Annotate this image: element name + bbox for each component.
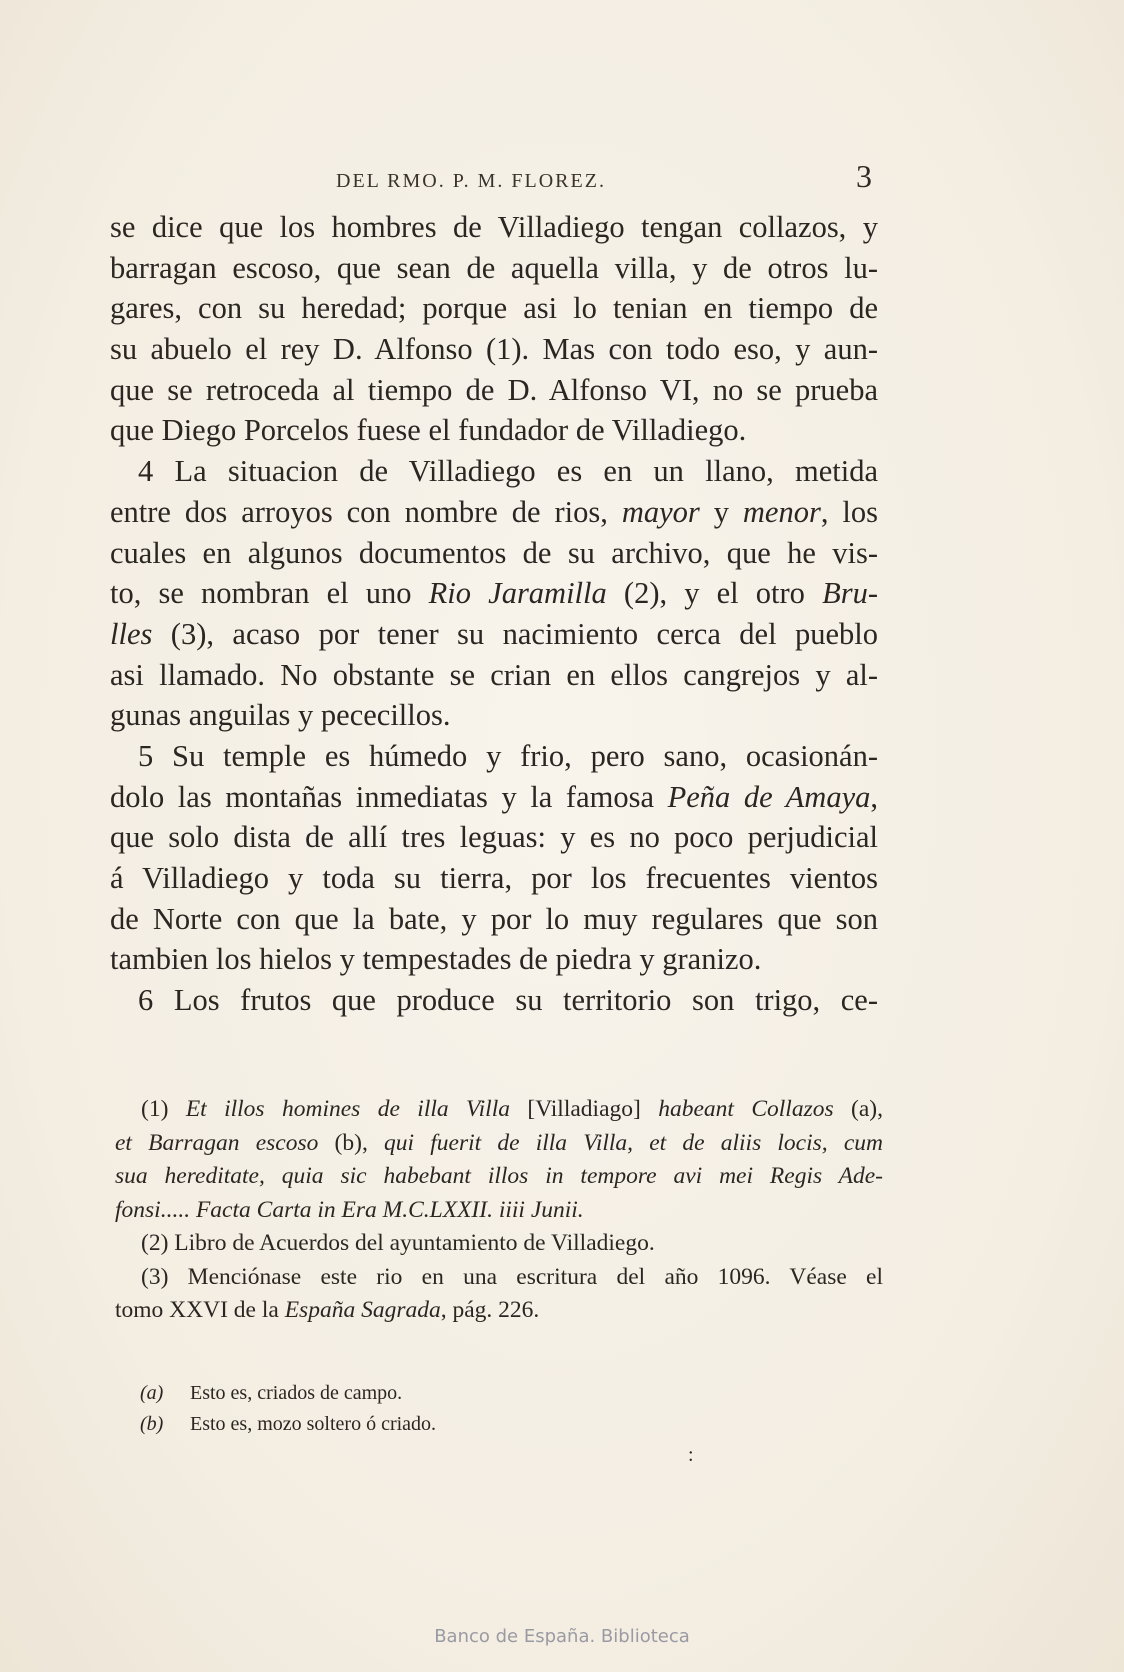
footnote-line: (2) Libro de Acuerdos del ayuntamiento de Villadiego. [141,1230,655,1256]
text-line: gares, con su heredad; porque asi lo tenian en tiempo de [110,291,878,326]
text-line: to, se nombran el uno Rio Jaramilla (2), y el otro Bru- [110,576,878,611]
italic-text: et Barragan escoso [115,1129,319,1156]
italic-text: España Sagrada [284,1297,441,1323]
text-line: su abuelo el rey D. Alfonso (1). Mas con todo eso, y aun- [110,332,878,367]
italic-text: Peña de Amaya [667,779,871,814]
italic-text: Bru- [822,576,878,611]
sub-footnote-line [140,1409,640,1440]
footnotes [115,1093,883,1328]
text-line: tambien los hielos y tempestades de piedra y granizo. [110,942,762,977]
italic-text: menor [742,494,821,529]
sub-footnote-line [140,1378,640,1409]
italic-text: Rio Jaramilla [428,576,607,611]
text-line: entre dos arroyos con nombre de rios, mayor y menor, los [110,494,879,529]
text-line: 6 Los frutos que produce su territorio son trigo, ce- [138,983,878,1018]
italic-text: mayor [621,494,700,529]
text-line: cuales en algunos documentos de su archivo, que he vis- [110,535,878,570]
footnote-line [115,1194,883,1228]
text-line: que solo dista de allí tres leguas: y es no poco perjudicial [110,820,878,855]
text-line: que Diego Porcelos fuese el fundador de Villadiego. [110,413,747,448]
italic-text: qui fuerit de illa Villa, et de aliis locis, cum [384,1129,883,1156]
footnote-line: (3) Menciónase este rio en una escritura del año 1096. Véase el [141,1263,883,1290]
footnote-line [115,1160,883,1194]
page-header [110,158,878,198]
italic-text: Et illos homines de illa Villa [185,1096,510,1122]
text-line: se dice que los hombres de Villadiego tengan collazos, y [110,210,878,244]
library-watermark: Banco de España. Biblioteca [434,1626,690,1647]
footnote-line: (1) Et illos homines de illa Villa [Villadiago] habeant Collazos (a), [141,1096,883,1122]
italic-text: habeant Collazos [658,1096,834,1122]
sub-footnotes [140,1378,640,1440]
text-line: asi llamado. No obstante se crian en ellos cangrejos y al- [110,657,878,692]
footnote-line: et Barragan escoso (b), qui fuerit de illa Villa, et de aliis locis, cum [115,1129,883,1156]
text-line: dolo las montañas inmediatas y la famosa Peña de Amaya, [110,779,878,814]
text-line: 5 Su temple es húmedo y frio, pero sano, ocasionán- [138,738,878,773]
sub-footnote-mark: (a) [140,1382,164,1404]
text-line: lles (3), acaso por tener su nacimiento cerca del pueblo [110,616,878,651]
text-line: gunas anguilas y pececillos. [110,698,451,733]
sub-footnote-text: Esto es, criados de campo. [190,1382,403,1404]
text-line: de Norte con que la bate, y por lo muy regulares que son [110,901,878,936]
footnote-line: tomo XXVI de la España Sagrada, pág. 226. [115,1297,540,1323]
text-line: barragan escoso, que sean de aquella villa, y de otros lu- [110,250,878,285]
text-line: que se retroceda al tiempo de D. Alfonso VI, no se prueba [110,372,878,407]
italic-text: sua hereditate, quia sic habebant illos in tempore avi mei Regis Ade- [115,1163,883,1189]
page-number: 3 [856,158,872,194]
body-text [110,207,878,1021]
sub-footnote-mark: (b) [140,1413,164,1435]
sub-footnote-text: Esto es, mozo soltero ó criado. [190,1413,437,1435]
text-line: á Villadiego y toda su tierra, por los frecuentes vientos [110,861,878,895]
text-line: 4 La situacion de Villadiego es en un llano, metida [138,454,878,489]
italic-text: lles [110,616,153,651]
running-head: DEL RMO. P. M. FLOREZ. [336,170,606,192]
stray-mark: : [688,1444,694,1466]
italic-text: fonsi..... Facta Carta in Era M.C.LXXII. iiii Junii. [115,1196,584,1223]
